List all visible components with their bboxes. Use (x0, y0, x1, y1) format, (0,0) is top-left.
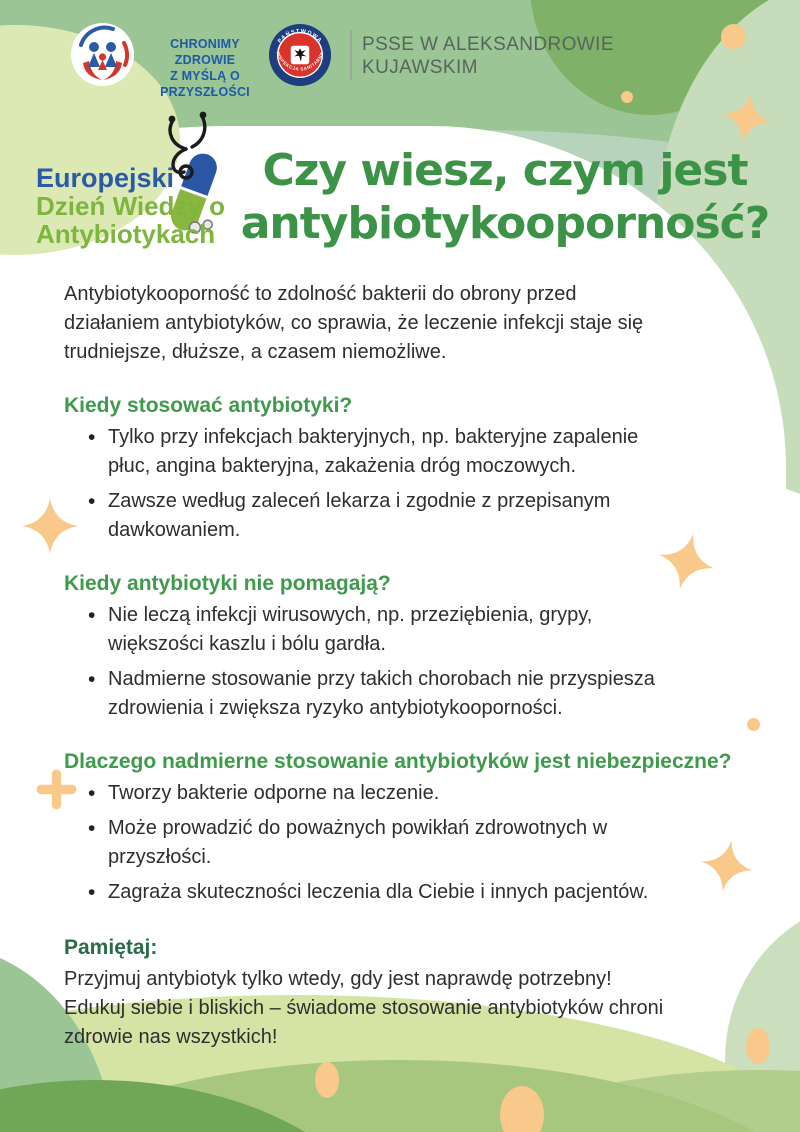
logo1-caption-line2: Z MYŚLĄ O PRZYSZŁOŚCI (160, 69, 250, 99)
sanitary-inspection-icon (268, 23, 332, 87)
dot-decoration (747, 718, 760, 731)
header-divider (350, 30, 352, 80)
family-health-logo (71, 23, 134, 86)
reminder-heading: Pamiętaj: (64, 936, 158, 959)
organization-name (362, 33, 614, 79)
dot-decoration (315, 1062, 339, 1098)
badge-ring-bottom-text: INSPEKCJA SANITARNA (275, 50, 325, 72)
page-title-line2: antybiotykooporność? (240, 198, 770, 249)
bullet-list (64, 779, 670, 907)
dot-decoration (746, 1028, 770, 1064)
list-item-text: Nie leczą infekcji wirusowych, np. przeziębienia, grypy, większości kaszlu i bólu gardła. (108, 604, 593, 655)
eaad-logo-line2: Dzień Wiedzy o (36, 191, 226, 221)
reminder-line2: Edukuj siebie i bliskich – świadome stosowanie antybiotyków chroni zdrowie nas wszystkich! (64, 997, 664, 1048)
section-heading-when-to-use: Kiedy stosować antybiotyki? (64, 394, 353, 417)
dot-decoration (721, 24, 746, 49)
organization-name-line2: KUJAWSKIM (362, 57, 478, 78)
list-item (88, 779, 670, 808)
badge-ring-top-text: PAŃSTWOWA (276, 28, 324, 45)
eaad-logo (36, 164, 225, 248)
list-item-text: Może prowadzić do poważnych powikłań zdrowotnych w przyszłości. (108, 817, 608, 868)
eaad-logo-line1: Europejski (36, 163, 175, 193)
sparkle-icon (718, 89, 776, 147)
family-icon (71, 23, 134, 86)
list-item-text: Nadmierne stosowanie przy takich chorobach nie przyspiesza zdrowienia i zwiększa ryzyko antybiotykooporności. (108, 668, 655, 719)
bullet-list (64, 423, 670, 545)
list-item-text: Zawsze według zaleceń lekarza i zgodnie z przepisanym dawkowaniem. (108, 490, 611, 541)
sanitary-inspection-badge (268, 23, 332, 87)
sparkle-icon (697, 836, 757, 896)
list-item (88, 601, 670, 659)
list-item-text: Zagraża skuteczności leczenia dla Ciebie i innych pacjentów. (108, 881, 649, 903)
bullet-list (64, 601, 670, 723)
eaad-logo-line3: Antybiotykach (36, 219, 216, 249)
intro-paragraph: Antybiotykooporność to zdolność bakterii do obrony przed działaniem antybiotyków, co sprawia, że leczenie infekcji staje się trudniejsze, dłuższe, a czasem niemożliwe. (64, 283, 644, 363)
list-item-text: Tworzy bakterie odporne na leczenie. (108, 782, 440, 804)
logo1-caption-line1: CHRONIMY ZDROWIE (170, 37, 240, 67)
page-title (225, 144, 785, 250)
list-item (88, 423, 670, 481)
logo1-caption (140, 36, 270, 100)
list-item-text: Tylko przy infekcjach bakteryjnych, np. bakteryjne zapalenie płuc, angina bakteryjna, zakażenia dróg moczowych. (108, 426, 639, 477)
reminder-line1: Przyjmuj antybiotyk tylko wtedy, gdy jest naprawdę potrzebny! (64, 968, 612, 990)
list-item (88, 814, 670, 872)
section-heading-why-dangerous: Dlaczego nadmierne stosowanie antybiotyków jest niebezpieczne? (64, 750, 732, 773)
organization-name-line1: PSSE W ALEKSANDROWIE (362, 34, 614, 55)
list-item (88, 878, 670, 907)
section-heading-when-not-helping: Kiedy antybiotyki nie pomagają? (64, 572, 391, 595)
list-item (88, 487, 670, 545)
dot-decoration (621, 91, 633, 103)
page-title-line1: Czy wiesz, czym jest (262, 145, 748, 196)
body-content (64, 280, 732, 1052)
list-item (88, 665, 670, 723)
